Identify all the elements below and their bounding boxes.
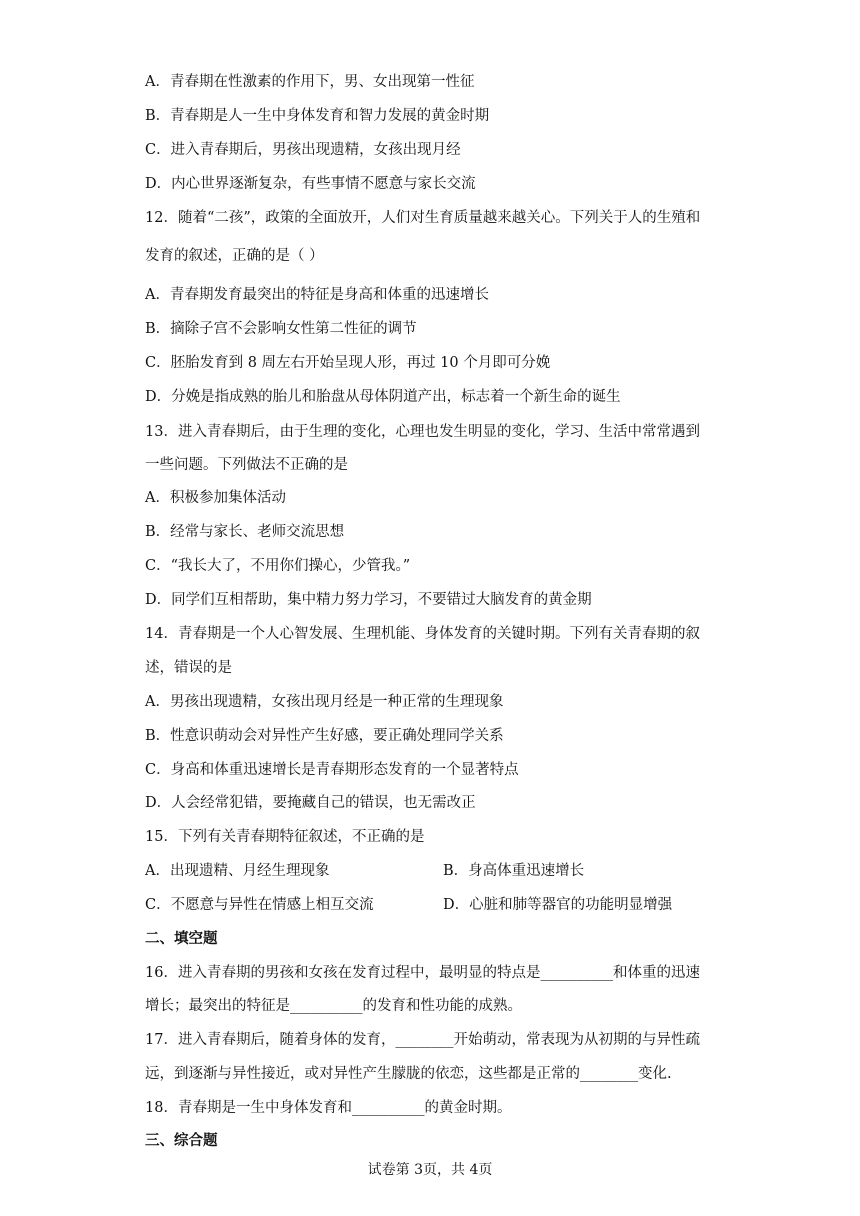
q18-text: 18．青春期是一生中身体发育和__________的黄金时期。 — [145, 1100, 512, 1116]
q17-line-2: 远，到逐渐与异性接近，或对异性产生朦胧的依恋，这些都是正常的________变化. — [145, 1066, 672, 1082]
page-footer: 试卷第 3页，共 4页 — [367, 1162, 493, 1178]
q13-option-d: D．同学们互相帮助，集中精力努力学习，不要错过大脑发育的黄金期 — [145, 592, 592, 608]
q13-stem-line-1: 13．进入青春期后，由于生理的变化，心理也发生明显的变化，学习、生活中常常遇到 — [145, 424, 700, 440]
q16-line-1: 16．进入青春期的男孩和女孩在发育过程中，最明显的特点是__________和体重的迅速 — [145, 965, 700, 981]
q13-option-a: A．积极参加集体活动 — [145, 490, 286, 506]
q16-line-2: 增长；最突出的特征是__________的发育和性功能的成熟。 — [145, 998, 522, 1014]
q12-option-b: B．摘除子宫不会影响女性第二性征的调节 — [145, 321, 417, 337]
q12-stem-line-1: 12．随着“二孩”，政策的全面放开，人们对生育质量越来越关心。下列关于人的生殖和 — [145, 210, 701, 226]
q14-option-a: A．男孩出现遗精，女孩出现月经是一种正常的生理现象 — [145, 694, 504, 710]
q15-stem: 15．下列有关青春期特征叙述，不正确的是 — [145, 829, 425, 845]
section-3-heading: 三、综合题 — [145, 1132, 218, 1149]
q11-option-b: B．青春期是人一生中身体发育和智力发展的黄金时期 — [145, 108, 490, 124]
section-2-heading: 二、填空题 — [145, 930, 218, 947]
q11-option-a: A．青春期在性激素的作用下，男、女出现第一性征 — [145, 74, 475, 90]
q17-line-1: 17．进入青春期后，随着身体的发育，________开始萌动，常表现为从初期的与异性疏 — [145, 1032, 700, 1048]
q13-option-b: B．经常与家长、老师交流思想 — [145, 524, 345, 540]
q12-stem-line-2: 发育的叙述，正确的是（ ） — [145, 248, 324, 264]
q14-stem-line-2: 述，错误的是 — [145, 660, 232, 676]
q14-option-b: B．性意识萌动会对异性产生好感，要正确处理同学关系 — [145, 728, 504, 744]
q14-option-d: D．人会经常犯错，要掩藏自己的错误，也无需改正 — [145, 795, 476, 811]
q11-option-d: D．内心世界逐渐复杂，有些事情不愿意与家长交流 — [145, 176, 476, 192]
q15-option-b: B．身高体重迅速增长 — [443, 863, 585, 879]
q15-option-a: A．出现遗精、月经生理现象 — [145, 863, 330, 879]
q14-stem-line-1: 14．青春期是一个人心智发展、生理机能、身体发育的关键时期。下列有关青春期的叙 — [145, 626, 700, 642]
q13-stem-line-2: 一些问题。下列做法不正确的是 — [145, 457, 348, 473]
q15-option-c: C．不愿意与异性在情感上相互交流 — [145, 897, 374, 913]
q15-option-d: D．心脏和肺等器官的功能明显增强 — [443, 897, 673, 913]
q14-option-c: C．身高和体重迅速增长是青春期形态发育的一个显著特点 — [145, 762, 519, 778]
q12-option-a: A．青春期发育最突出的特征是身高和体重的迅速增长 — [145, 287, 489, 303]
q13-option-c: C．“我长大了，不用你们操心，少管我。” — [145, 558, 411, 574]
q11-option-c: C．进入青春期后，男孩出现遗精，女孩出现月经 — [145, 142, 461, 158]
q12-option-d: D．分娩是指成熟的胎儿和胎盘从母体阴道产出，标志着一个新生命的诞生 — [145, 389, 621, 405]
q12-option-c: C．胚胎发育到 8 周左右开始呈现人形，再过 10 个月即可分娩 — [145, 355, 551, 371]
